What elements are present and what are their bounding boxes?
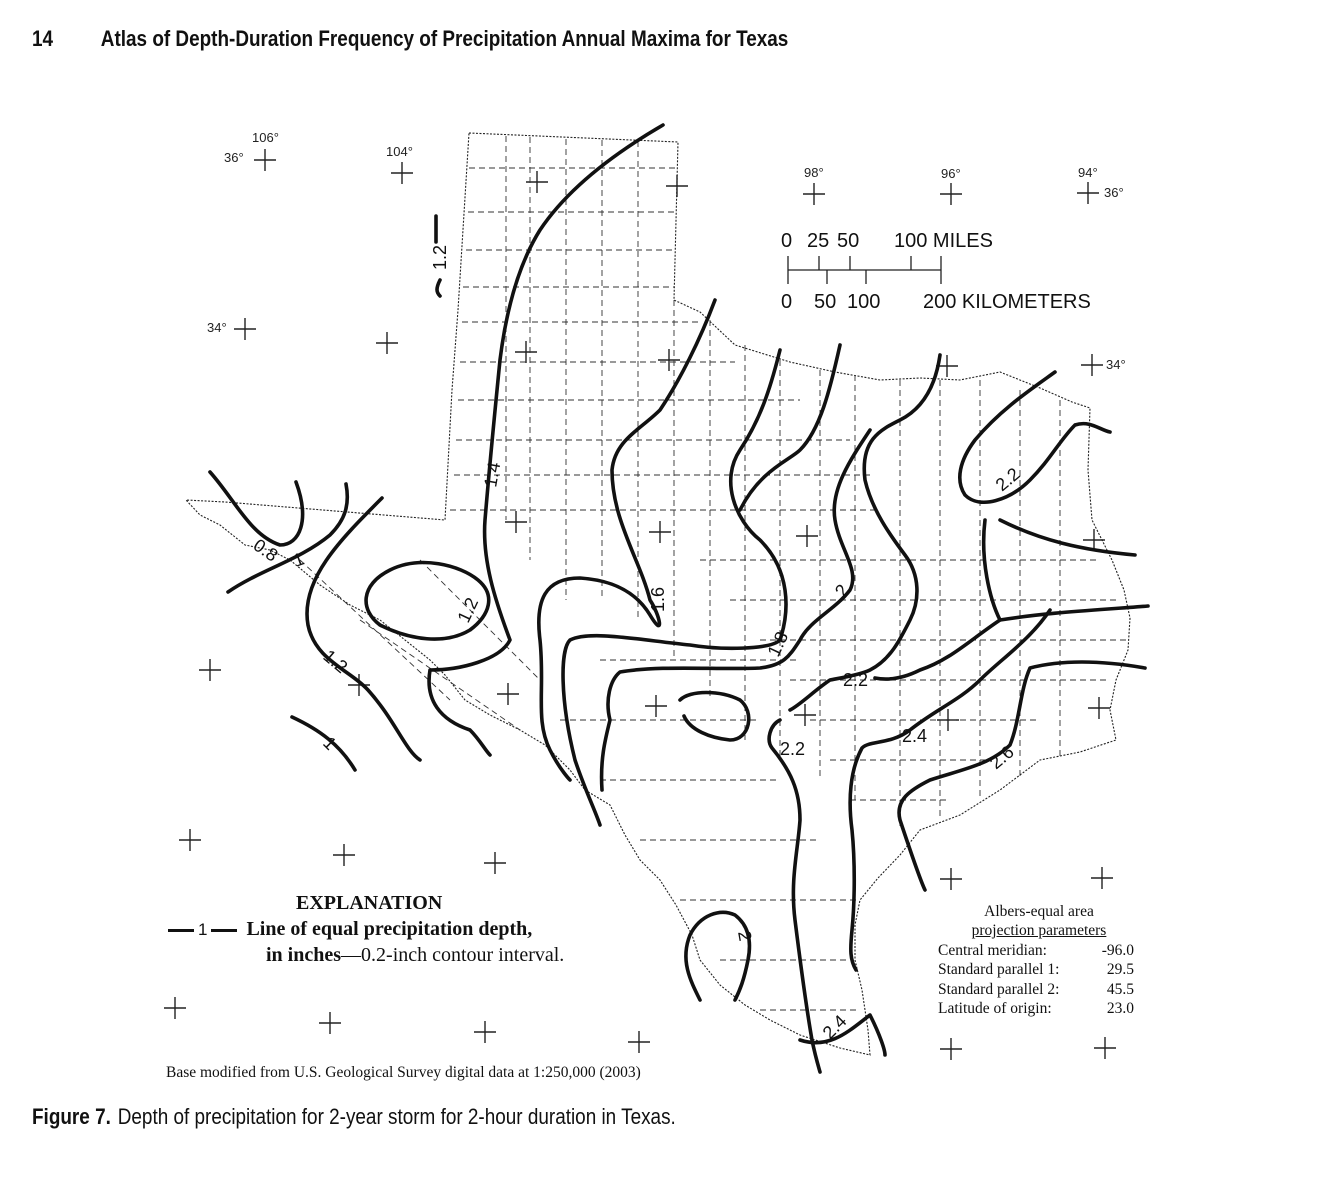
legend-line-symbol	[168, 929, 194, 932]
contour-2-2-south	[769, 720, 820, 1072]
contour-0-8	[210, 472, 303, 545]
table-row	[938, 999, 1134, 1018]
contour-2-2-west	[680, 693, 749, 741]
figure-label: Figure 7.	[32, 1104, 111, 1129]
scale-miles-0: 0	[781, 230, 793, 252]
contour-1-8	[563, 350, 786, 825]
contour-2-south-loop	[686, 912, 750, 1000]
contour-label: 2	[830, 580, 854, 601]
param-name: Central meridian:	[938, 941, 1047, 959]
legend-value: 1	[198, 920, 208, 939]
param-name: Standard parallel 2:	[938, 980, 1060, 998]
contour-2-2-east	[960, 372, 1110, 502]
longitude-label-94: 94°	[1078, 165, 1098, 180]
table-row	[938, 960, 1134, 979]
scale-km-50: 50	[814, 291, 837, 313]
explanation-units-line	[266, 944, 564, 967]
param-value: -96.0	[1101, 941, 1134, 959]
projection-title: Albers-equal area	[984, 903, 1094, 920]
scale-bar	[781, 230, 1091, 313]
latitude-label-34-right: 34°	[1106, 357, 1126, 372]
figure-caption	[32, 1104, 676, 1130]
param-value: 29.5	[1106, 961, 1134, 979]
param-value: 23.0	[1106, 1000, 1134, 1018]
contour-label: 1	[290, 548, 307, 571]
scale-km-100: 100	[847, 291, 881, 313]
contour-2-6	[899, 606, 1148, 890]
contour-interval-text: —0.2-inch contour interval.	[341, 944, 565, 966]
contour-label: 2	[734, 929, 756, 943]
figure-caption-text: Depth of precipitation for 2-year storm for 2-hour duration in Texas.	[117, 1104, 676, 1129]
contour-label: 2.2	[843, 670, 869, 690]
contour-label: 0.8	[249, 534, 282, 566]
longitude-label-96: 96°	[941, 166, 961, 181]
contour-label: 1.6	[648, 586, 668, 612]
scale-miles-25: 25	[807, 230, 830, 252]
source-note: Base modified from U.S. Geological Survey digital data at 1:250,000 (2003)	[166, 1064, 641, 1081]
projection-parameters	[938, 902, 1146, 1018]
contour-1-2-west	[307, 498, 420, 760]
latitude-label-36-right: 36°	[1104, 185, 1124, 200]
explanation-title: EXPLANATION	[296, 892, 443, 914]
table-row	[938, 941, 1134, 960]
projection-subtitle: projection parameters	[971, 922, 1107, 940]
projection-table	[938, 941, 1134, 1019]
param-name: Latitude of origin:	[938, 1000, 1052, 1018]
param-value: 45.5	[1106, 980, 1134, 998]
latitude-label-36-left: 36°	[224, 150, 244, 165]
longitude-label-98: 98°	[804, 165, 824, 180]
contour-label: 2.6	[985, 741, 1018, 774]
scale-miles-100: 100 MILES	[894, 230, 993, 252]
longitude-label-106: 106°	[252, 130, 279, 145]
latitude-label-34-left: 34°	[207, 320, 227, 335]
county-boundaries	[300, 136, 1126, 1010]
contour-2	[602, 345, 870, 790]
contour-label: 2.2	[780, 739, 806, 759]
contour-label: 1.8	[763, 628, 793, 660]
contour-2-2-main	[790, 355, 940, 710]
contour-label: 2.4	[902, 726, 928, 746]
table-row	[938, 980, 1134, 999]
param-name: Standard parallel 1:	[938, 961, 1060, 979]
page-number: 14	[32, 26, 54, 51]
scale-km-200: 200 KILOMETERS	[923, 291, 1091, 313]
longitude-label-104: 104°	[386, 144, 413, 159]
scale-km-0: 0	[781, 291, 793, 313]
contour-label: 2.4	[818, 1010, 851, 1043]
legend-line-label: Line of equal precipitation depth,	[246, 918, 533, 940]
units-label: in inches	[266, 944, 342, 966]
scale-miles-50: 50	[837, 230, 860, 252]
explanation-legend-line	[164, 918, 532, 941]
contour-label: 2.2	[991, 463, 1024, 496]
contour-label: 1.2	[453, 594, 483, 626]
contour-label: 1.2	[430, 244, 450, 270]
contour-label: 1.4	[480, 460, 505, 489]
contour-label: 1	[319, 732, 341, 754]
contour-label: 1.2	[319, 645, 352, 678]
legend-line-symbol	[211, 929, 237, 932]
contour-1-west	[228, 484, 347, 592]
running-title: Atlas of Depth-Duration Frequency of Precipitation Annual Maxima for Texas	[100, 26, 789, 51]
